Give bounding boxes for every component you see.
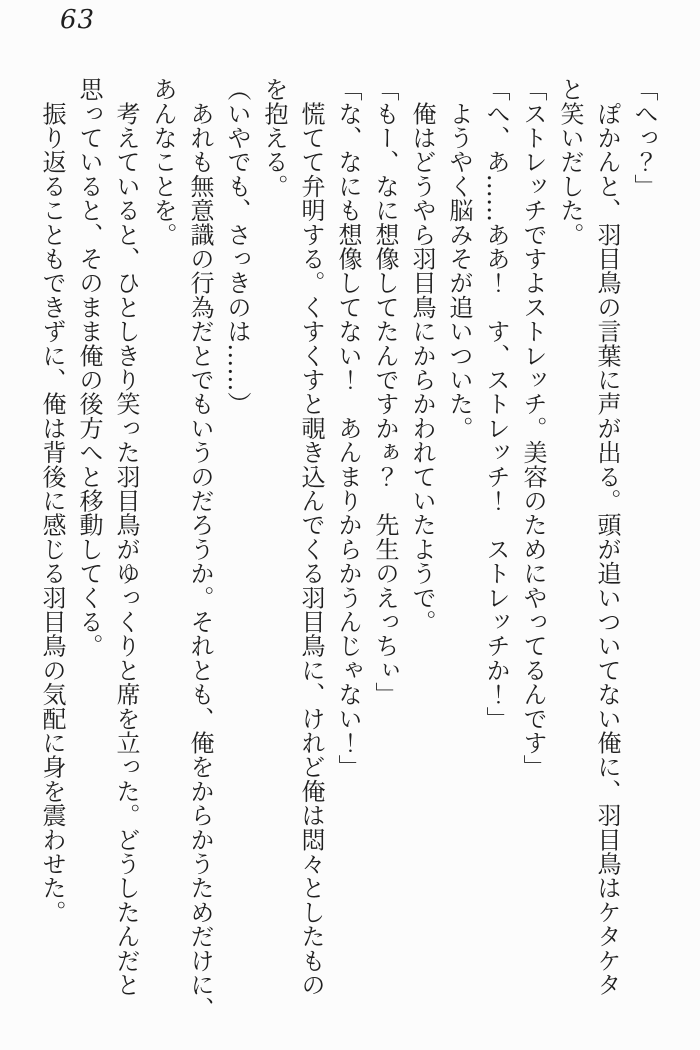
text-column-11: を抱える。: [260, 77, 288, 198]
text-column-1: 「へっ？」: [630, 77, 658, 198]
text-column-15: 考えていると、ひとしきり笑った羽目鳥がゆっくりと席を立った。どうしたんだと: [112, 77, 140, 997]
text-column-17: 振り返ることもできずに、俺は背後に感じる羽目鳥の気配に身を震わせた。: [38, 77, 66, 925]
text-column-4: 「ストレッチですよストレッチ。美容のためにやってるんです」: [519, 77, 547, 779]
text-column-12: （いやでも、さっきのは……）: [223, 77, 251, 416]
text-column-7: 俺はどうやら羽目鳥にからかわれていたようで。: [408, 77, 436, 634]
text-column-8: 「もー、なに想像してたんですかぁ？ 先生のえっちぃ」: [371, 77, 399, 707]
text-column-5: 「へ、あ……ああ！ す、ストレッチ！ ストレッチか！」: [482, 77, 510, 731]
text-column-2: ぽかんと、羽目鳥の言葉に声が出る。頭が追いついてない俺に、羽目鳥はケタケタ: [593, 77, 621, 997]
text-column-6: ようやく脳みそが追いついた。: [445, 77, 473, 440]
text-column-13: あれも無意識の行為だとでもいうのだろうか。それとも、俺をからかうためだけに、: [186, 77, 214, 1021]
text-column-14: あんなことを。: [149, 77, 177, 247]
text-column-3: と笑いだした。: [556, 77, 584, 247]
text-column-9: 「な、なにも想像してない！ あんまりからかうんじゃない！」: [334, 77, 362, 779]
text-column-10: 慌てて弁明する。くすくすと覗き込んでくる羽目鳥に、けれど俺は悶々としたもの: [297, 77, 325, 997]
text-column-16: 思っていると、そのまま俺の後方へと移動してくる。: [75, 77, 103, 658]
body-text: [33, 77, 662, 1021]
page-number: 63: [60, 5, 96, 35]
